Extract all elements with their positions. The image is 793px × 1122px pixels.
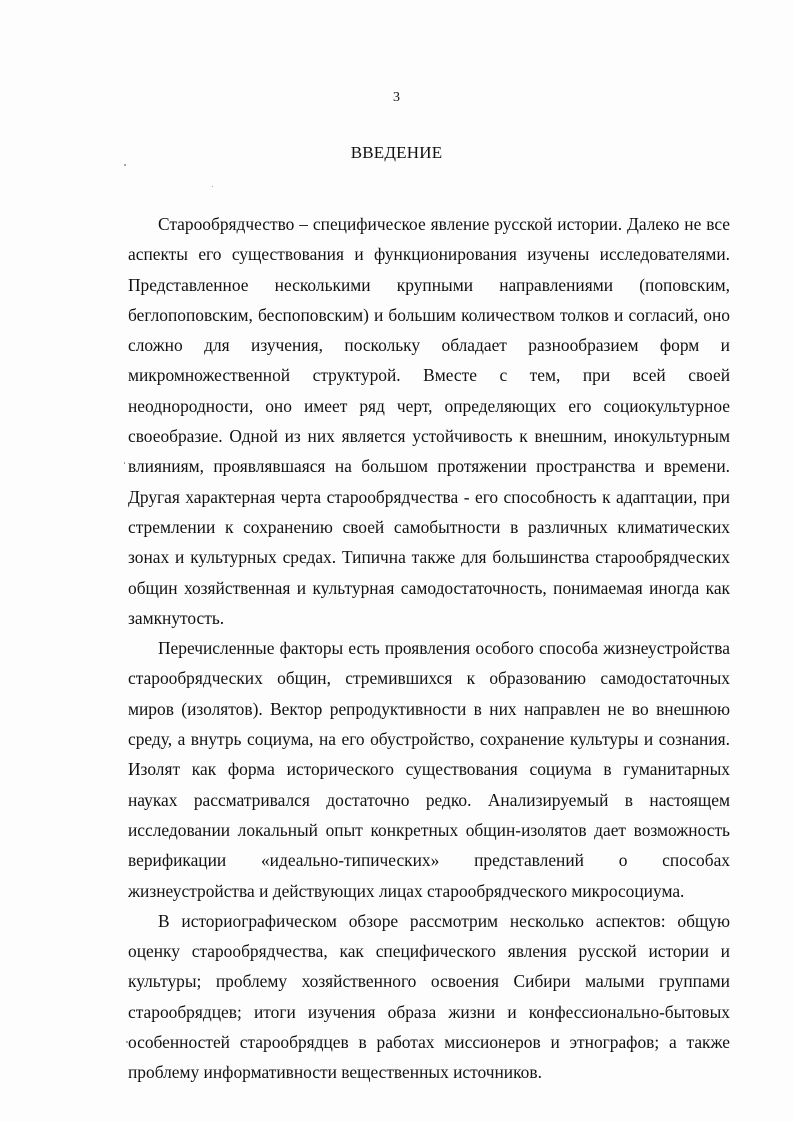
- document-body: [128, 209, 730, 1088]
- paragraph-3: В историографическом обзоре рассмотрим несколько аспектов: общую оценку старообрядчества, как специфического явления русской истории и культуры; проблему хозяйственного освоения Сибири малыми группами старообрядцев; итоги изучения образа жизни и конфессионально-бытовых особенностей старообрядцев в работах миссионеров и этнографов; а также проблему информативности вещественных источников.: [128, 910, 730, 1083]
- page-number: 3: [393, 90, 400, 105]
- paragraph-2: Перечисленные факторы есть проявления особого способа жизнеустройства старообрядческих общин, стремившихся к образованию самодостаточных миров (изолятов). Вектор репродуктивности в них направлен не во внешнюю среду, а внутрь социума, на его обустройство, сохранение культуры и сознания. Изолят как форма исторического существования социума в гуманитарных науках рассматривался достаточно редко. Анализируемый в настоящем исследовании локальный опыт конкретных общин-изолятов дает возможность верификации «идеально-типических» представлений о способах жизнеустройства и действующих лицах старообрядческого микросоциума.: [128, 638, 730, 901]
- page-title: ВВЕДЕНИЕ: [350, 143, 443, 162]
- paragraph-1: Старообрядчество – специфическое явление русской истории. Далеко не все аспекты его существования и функционирования изучены исследователями. Представленное несколькими крупными направлениями (поповским, беглопоповским, беспоповским) и большим количеством толков и согласий, оно сложно для изучения, поскольку обладает разнообразием форм и микромножественной структурой. Вместе с тем, при всей своей неоднородности, оно имеет ряд черт, определяющих его социокультурное своеобразие. Одной из них является устойчивость к внешним, инокультурным влияниям, проявлявшаяся на большом протяжении пространства и времени. Другая характерная черта старообрядчества - его способность к адаптации, при стремлении к сохранению своей самобытности в различных климатических зонах и культурных средах. Типична также для большинства старообрядческих общин хозяйственная и культурная самодостаточность, понимаемая иногда как замкнутость.: [128, 214, 730, 628]
